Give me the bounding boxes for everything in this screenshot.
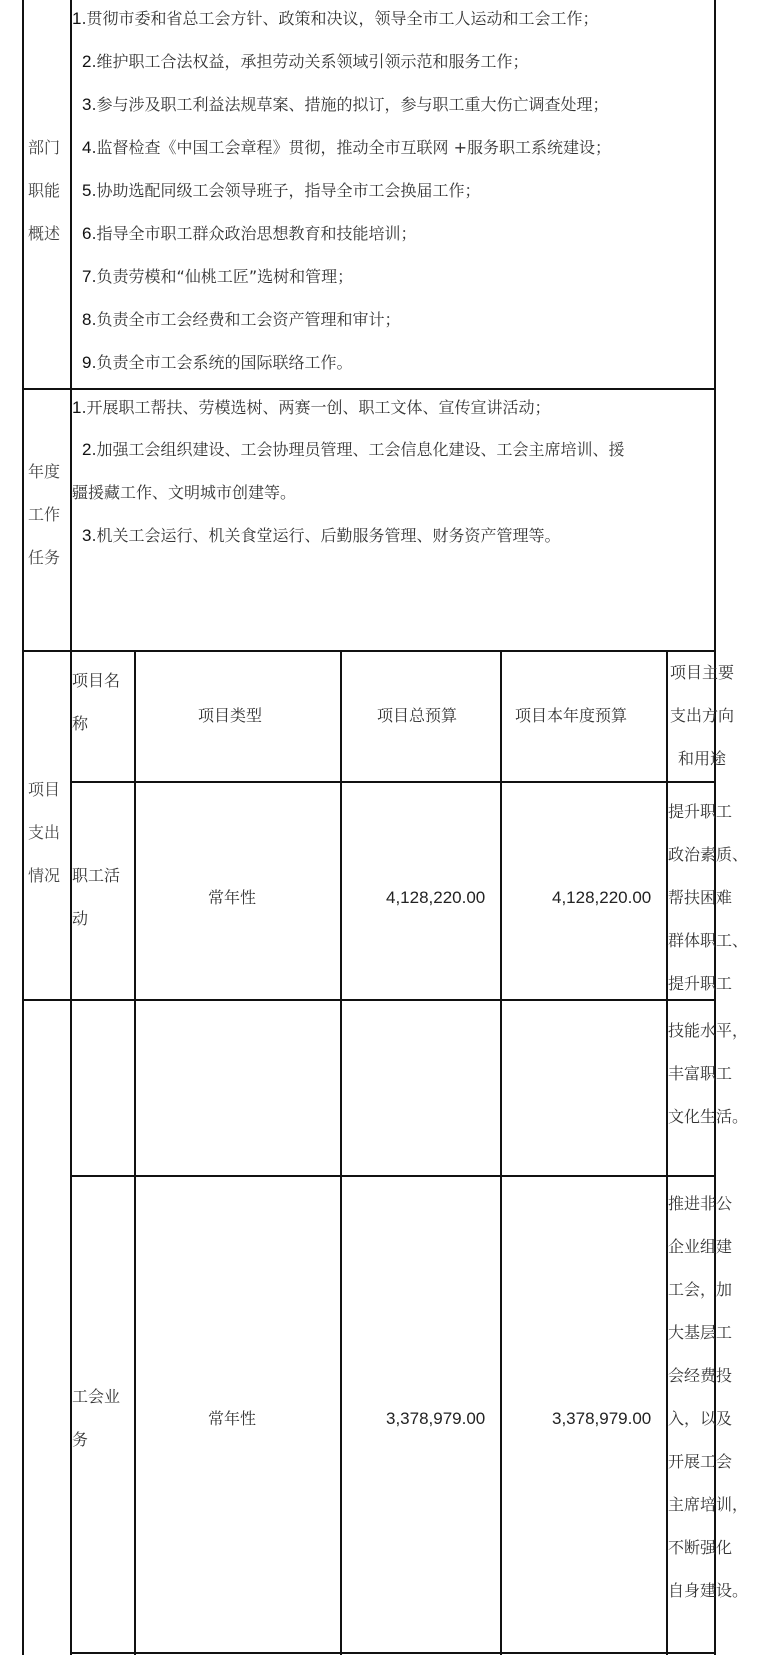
project-total-budget: 3,378,979.00 xyxy=(386,1409,486,1428)
header-purpose: 和用途 xyxy=(678,749,727,768)
duty-item: 5.协助选配同级工会领导班子，指导全市工会换届工作； xyxy=(82,181,481,200)
task-item-continued: 疆援藏工作、文明城市创建等。 xyxy=(72,483,297,502)
row-divider-tasks xyxy=(22,650,715,652)
project-purpose: 会经费投 xyxy=(668,1366,733,1385)
project-purpose: 自身建设。 xyxy=(668,1581,749,1600)
row-divider-header xyxy=(70,781,715,783)
project-type: 常年性 xyxy=(208,1409,257,1428)
project-annual-budget: 3,378,979.00 xyxy=(552,1409,652,1428)
project-name: 工会业 xyxy=(72,1387,121,1406)
table-border-left xyxy=(22,0,24,1655)
project-type: 常年性 xyxy=(208,888,257,907)
project-purpose: 技能水平， xyxy=(668,1021,749,1040)
section-label-line: 概述 xyxy=(28,224,61,243)
section-label-line: 工作 xyxy=(28,505,61,524)
project-purpose: 帮扶困难 xyxy=(668,888,733,907)
duty-item: 1.贯彻市委和省总工会方针、政策和决议，领导全市工人运动和工会工作； xyxy=(72,9,599,28)
duty-item: 8.负责全市工会经费和工会资产管理和审计； xyxy=(82,310,401,329)
section-label-line: 部门 xyxy=(28,138,61,157)
duty-item: 9.负责全市工会系统的国际联络工作。 xyxy=(82,353,353,372)
project-name: 职工活 xyxy=(72,866,121,885)
duty-item: 6.指导全市职工群众政治思想教育和技能培训； xyxy=(82,224,417,243)
row-divider-bottom xyxy=(70,1652,715,1654)
col-divider-3 xyxy=(500,650,502,1655)
task-item: 2.加强工会组织建设、工会协理员管理、工会信息化建设、工会主席培训、援 xyxy=(82,440,625,459)
header-annual-budget: 项目本年度预算 xyxy=(515,706,628,725)
header-project-name: 项目名 xyxy=(72,671,121,690)
row-divider-duties xyxy=(22,388,715,390)
project-purpose: 文化生活。 xyxy=(668,1107,749,1126)
duty-item: 2.维护职工合法权益，承担劳动关系领域引领示范和服务工作； xyxy=(82,52,529,71)
header-project-name: 称 xyxy=(72,714,89,733)
project-purpose: 推进非公 xyxy=(668,1194,733,1213)
project-purpose: 丰富职工 xyxy=(668,1064,733,1083)
header-total-budget: 项目总预算 xyxy=(377,706,458,725)
project-purpose: 提升职工 xyxy=(668,802,733,821)
project-name: 动 xyxy=(72,909,89,928)
project-purpose: 企业组建 xyxy=(668,1237,733,1256)
project-purpose: 政治素质、 xyxy=(668,845,749,864)
header-project-type: 项目类型 xyxy=(198,706,263,725)
project-purpose: 工会，加 xyxy=(668,1280,733,1299)
section-label-line: 职能 xyxy=(28,181,61,200)
row-divider-row1b xyxy=(70,1175,715,1177)
project-purpose: 不断强化 xyxy=(668,1538,733,1557)
project-purpose: 提升职工 xyxy=(668,974,733,993)
col-divider-2 xyxy=(340,650,342,1655)
project-annual-budget: 4,128,220.00 xyxy=(552,888,652,907)
project-purpose: 大基层工 xyxy=(668,1323,733,1342)
project-purpose: 开展工会 xyxy=(668,1452,733,1471)
section-label-line: 年度 xyxy=(28,462,61,481)
task-item: 1.开展职工帮扶、劳模选树、两赛一创、职工文体、宣传宣讲活动； xyxy=(72,398,551,417)
section-label-line: 任务 xyxy=(28,548,61,567)
duty-item: 4.监督检查《中国工会章程》贯彻，推动全市互联网 +服务职工系统建设； xyxy=(82,138,612,157)
duty-item: 7.负责劳模和“仙桃工匠”选树和管理； xyxy=(82,267,354,286)
project-name: 务 xyxy=(72,1430,89,1449)
header-purpose: 支出方向 xyxy=(670,706,735,725)
project-purpose: 入，以及 xyxy=(668,1409,733,1428)
table-border-right xyxy=(714,0,716,1655)
header-purpose: 项目主要 xyxy=(670,663,735,682)
section-label-line: 项目 xyxy=(28,780,61,799)
project-total-budget: 4,128,220.00 xyxy=(386,888,486,907)
task-item: 3.机关工会运行、机关食堂运行、后勤服务管理、财务资产管理等。 xyxy=(82,526,561,545)
row-divider-row1a xyxy=(22,999,715,1001)
section-label-line: 支出 xyxy=(28,823,61,842)
project-purpose: 主席培训， xyxy=(668,1495,749,1514)
col-divider-1 xyxy=(134,650,136,1655)
duty-item: 3.参与涉及职工利益法规草案、措施的拟订，参与职工重大伤亡调查处理； xyxy=(82,95,609,114)
project-purpose: 群体职工、 xyxy=(668,931,749,950)
section-label-line: 情况 xyxy=(28,866,61,885)
